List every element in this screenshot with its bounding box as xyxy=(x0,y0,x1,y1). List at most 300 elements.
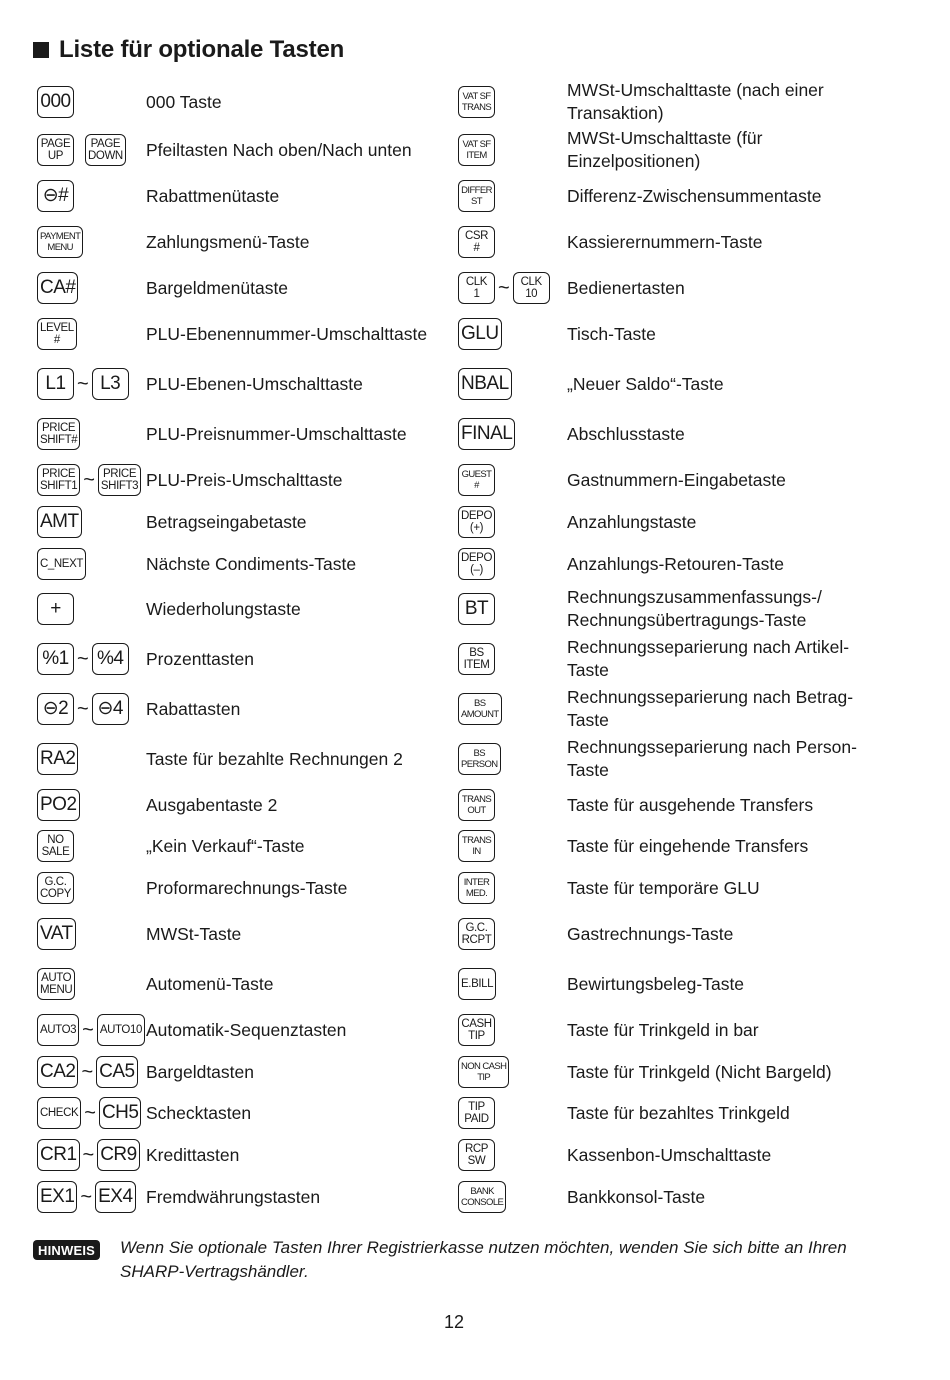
keycap-icon xyxy=(96,1056,137,1088)
key-description-line: Kassenbon-Umschalttaste xyxy=(567,1144,772,1165)
key-group xyxy=(37,86,146,118)
keycap-label: MENU xyxy=(47,242,73,253)
key-row xyxy=(458,689,908,729)
key-group xyxy=(37,643,146,675)
keycap-icon xyxy=(458,226,495,258)
keycap-icon xyxy=(458,418,515,450)
key-description: Betragseingabetaste xyxy=(146,511,307,532)
range-tilde: ~ xyxy=(84,1102,96,1124)
keycap-label: PO2 xyxy=(40,794,77,815)
key-description xyxy=(567,736,857,782)
keycap-label: PRICE xyxy=(42,422,76,434)
key-row xyxy=(458,268,908,308)
key-description: PLU-Preis-Umschalttaste xyxy=(146,469,343,490)
keycap-label: EX1 xyxy=(40,1186,75,1207)
key-row xyxy=(37,176,467,216)
key-row xyxy=(458,176,908,216)
keycap-icon xyxy=(37,643,74,675)
key-description-line: Gastrechnungs-Taste xyxy=(567,923,734,944)
key-row xyxy=(37,460,467,500)
keycap-label: C_NEXT xyxy=(40,558,83,570)
key-group xyxy=(37,872,146,904)
key-description xyxy=(567,185,822,208)
keycap-icon xyxy=(37,418,80,450)
key-row xyxy=(37,414,467,454)
keycap-label: RCPT xyxy=(461,934,492,946)
key-row xyxy=(37,1177,467,1217)
key-description: Schecktasten xyxy=(146,1102,252,1123)
key-description xyxy=(567,1061,832,1084)
key-description: Rabattasten xyxy=(146,698,241,719)
keycap-icon xyxy=(37,464,80,496)
key-row xyxy=(458,544,908,584)
key-row xyxy=(458,639,908,679)
key-group xyxy=(458,593,567,625)
keycap-icon xyxy=(458,86,495,118)
key-group xyxy=(458,1139,567,1171)
key-group xyxy=(458,226,567,258)
key-description: Automenü-Taste xyxy=(146,973,274,994)
keycap-label: PRICE xyxy=(102,468,137,480)
keycap-label: PAGE xyxy=(90,138,121,150)
key-row xyxy=(458,502,908,542)
keycap-icon xyxy=(458,134,495,166)
key-group xyxy=(37,918,146,950)
key-row xyxy=(458,868,908,908)
key-description-line: Abschlusstaste xyxy=(567,423,685,444)
key-group xyxy=(458,418,567,450)
key-description: Prozenttasten xyxy=(146,648,254,669)
key-row xyxy=(37,502,467,542)
keycap-icon xyxy=(37,968,75,1000)
key-description xyxy=(567,877,760,900)
key-group xyxy=(458,272,567,304)
keycap-label: VAT SF xyxy=(462,91,491,102)
key-row xyxy=(458,1010,908,1050)
key-group xyxy=(458,368,567,400)
keycap-icon xyxy=(37,872,74,904)
key-row xyxy=(458,314,908,354)
page-title: Liste für optionale Tasten xyxy=(59,36,345,63)
key-group xyxy=(37,789,146,821)
keycap-label: CLK xyxy=(465,276,488,288)
keycap-label: COPY xyxy=(40,888,71,900)
range-tilde: ~ xyxy=(81,1061,94,1083)
key-description: Bargeldmenütaste xyxy=(146,277,289,298)
keycap-label: L1 xyxy=(45,373,66,394)
key-row xyxy=(458,1135,908,1175)
range-tilde: ~ xyxy=(77,698,89,720)
key-row xyxy=(37,589,467,629)
keycap-icon xyxy=(458,180,495,212)
keycap-label: MED. xyxy=(465,888,488,899)
keycap-label: SHIFT# xyxy=(40,434,78,446)
keycap-label: AMOUNT xyxy=(461,709,499,720)
key-group xyxy=(37,134,146,166)
key-group xyxy=(37,1097,146,1129)
key-description: Nächste Condiments-Taste xyxy=(146,553,357,574)
key-row xyxy=(37,868,467,908)
key-group xyxy=(458,643,567,675)
keycap-label: 1 xyxy=(473,288,480,300)
keycap-icon xyxy=(458,1014,495,1046)
key-description-line: Einzelpositionen) xyxy=(567,151,701,171)
keycap-label: CASH xyxy=(461,1018,492,1030)
key-description xyxy=(567,1102,790,1125)
keycap-label: PAYMENT xyxy=(40,231,81,242)
key-description-line: Taste für bezahltes Trinkgeld xyxy=(567,1102,790,1123)
key-description: 000 Taste xyxy=(146,91,222,112)
key-row xyxy=(458,914,908,954)
key-group xyxy=(458,548,567,580)
keycap-icon xyxy=(97,1139,140,1171)
key-description: Wiederholungstaste xyxy=(146,598,301,619)
keycap-label: BS xyxy=(473,748,485,759)
keycap-icon xyxy=(37,789,80,821)
keycap-icon xyxy=(458,968,496,1000)
key-description xyxy=(567,127,762,173)
keycap-icon xyxy=(98,464,141,496)
key-group xyxy=(37,1014,146,1046)
key-description-line: Kassierernummern-Taste xyxy=(567,231,763,252)
keycap-label: NBAL xyxy=(461,373,509,394)
key-row xyxy=(37,1135,467,1175)
keycap-label: DIFFER xyxy=(461,185,492,196)
keycap-label: TRANS xyxy=(461,794,492,805)
key-row xyxy=(37,964,467,1004)
key-group xyxy=(37,226,146,258)
keycap-icon xyxy=(97,1014,145,1046)
keycap-icon xyxy=(458,918,495,950)
keycap-label: ⊖4 xyxy=(97,698,123,719)
keycap-icon xyxy=(37,1014,79,1046)
keycap-icon xyxy=(458,318,502,350)
keycap-label: TRANS xyxy=(461,835,492,846)
keycap-icon xyxy=(37,743,78,775)
keycap-icon xyxy=(37,506,82,538)
key-group xyxy=(458,743,567,775)
keycap-label: ⊖2 xyxy=(42,698,69,719)
key-description-line: Taste xyxy=(567,710,609,730)
key-group xyxy=(458,693,567,725)
key-group xyxy=(37,1056,146,1088)
key-row xyxy=(458,82,908,122)
keycap-label: PAGE xyxy=(40,138,71,150)
key-group xyxy=(37,693,146,725)
note-text: Wenn Sie optionale Tasten Ihrer Registrierkasse nutzen möchten, wenden Sie sich bitte an Ihren SHARP-Vertragshändler. xyxy=(120,1238,847,1281)
key-row xyxy=(37,914,467,954)
keycap-label: ITEM xyxy=(466,150,487,161)
key-group xyxy=(37,830,146,862)
key-row xyxy=(458,826,908,866)
keycap-icon xyxy=(37,318,77,350)
keycap-icon xyxy=(37,180,74,212)
key-description xyxy=(567,511,696,534)
keycap-label: SW xyxy=(467,1155,486,1167)
key-description xyxy=(567,1019,759,1042)
key-description xyxy=(567,794,813,817)
keycap-label: INTER xyxy=(463,877,490,888)
key-group xyxy=(458,180,567,212)
key-description-line: Bedienertasten xyxy=(567,277,685,298)
keycap-label: L3 xyxy=(100,373,121,394)
key-description xyxy=(567,686,853,732)
keycap-icon xyxy=(458,368,512,400)
key-description: Bargeldtasten xyxy=(146,1061,254,1082)
keycap-label: UP xyxy=(47,150,64,162)
key-description xyxy=(567,79,824,125)
key-group xyxy=(37,968,146,1000)
key-group xyxy=(458,1181,567,1213)
key-description-line: Rechnungsseparierung nach Artikel- xyxy=(567,637,850,657)
keycap-icon xyxy=(458,1139,495,1171)
key-row xyxy=(458,785,908,825)
keycap-label: AUTO10 xyxy=(99,1024,142,1036)
key-group xyxy=(37,506,146,538)
keycap-icon xyxy=(37,1056,78,1088)
key-group xyxy=(458,872,567,904)
key-group xyxy=(458,1097,567,1129)
key-description-line: Taste für Trinkgeld in bar xyxy=(567,1019,759,1040)
keycap-label: # xyxy=(53,334,60,346)
range-tilde: ~ xyxy=(498,277,510,299)
key-description: Proformarechnungs-Taste xyxy=(146,877,348,898)
key-group xyxy=(37,180,146,212)
keycap-label: IN xyxy=(472,846,481,857)
key-group xyxy=(458,789,567,821)
keycap-label: CHECK xyxy=(40,1107,79,1119)
keycap-icon xyxy=(37,1139,80,1171)
keycap-label: CA2 xyxy=(40,1061,76,1082)
key-description: Kredittasten xyxy=(146,1144,240,1165)
key-description xyxy=(567,277,685,300)
keycap-label: DEPO xyxy=(461,552,492,564)
keycap-label: MENU xyxy=(40,984,73,996)
keycap-icon xyxy=(92,368,129,400)
key-description-line: MWSt-Umschalttaste (für xyxy=(567,128,763,148)
key-description-line: Transaktion) xyxy=(567,103,664,123)
range-tilde: ~ xyxy=(82,1019,94,1041)
key-description-line: Bankkonsol-Taste xyxy=(567,1186,706,1207)
key-group xyxy=(37,418,146,450)
keycap-label: G.C. xyxy=(44,876,67,888)
key-description-line: MWSt-Umschalttaste (nach einer xyxy=(567,80,824,100)
key-row xyxy=(37,268,467,308)
key-description: PLU-Ebenen-Umschalttaste xyxy=(146,373,363,394)
keycap-icon xyxy=(458,593,495,625)
key-row xyxy=(458,460,908,500)
keycap-icon xyxy=(458,830,495,862)
key-group xyxy=(37,272,146,304)
keycap-label: DEPO xyxy=(461,510,492,522)
range-tilde: ~ xyxy=(83,469,95,491)
keycap-label: ITEM xyxy=(463,659,490,671)
keycap-icon xyxy=(37,1181,77,1213)
keycap-icon xyxy=(458,464,495,496)
keycap-label: CR9 xyxy=(100,1144,137,1165)
keycap-label: PAID xyxy=(464,1113,489,1125)
key-group xyxy=(458,1056,567,1088)
key-row xyxy=(37,739,467,779)
keycap-icon xyxy=(99,1097,142,1129)
key-row xyxy=(458,1177,908,1217)
key-group xyxy=(458,968,567,1000)
range-tilde: ~ xyxy=(82,1144,95,1166)
keycap-label: + xyxy=(50,598,61,619)
keycap-icon xyxy=(37,1097,81,1129)
key-description xyxy=(567,586,822,632)
keycap-label: BS xyxy=(474,698,486,709)
key-row xyxy=(458,414,908,454)
key-row xyxy=(458,1093,908,1133)
key-description: Fremdwährungstasten xyxy=(146,1186,321,1207)
keycap-label: AUTO3 xyxy=(40,1024,77,1036)
keycap-label: EX4 xyxy=(98,1186,133,1207)
keycap-label: RCP xyxy=(464,1143,489,1155)
key-description xyxy=(567,1186,705,1209)
keycap-label: E.BILL xyxy=(461,978,494,990)
key-description: Rabattmenütaste xyxy=(146,185,280,206)
keycap-icon xyxy=(37,693,74,725)
keycap-icon xyxy=(458,1097,495,1129)
key-group xyxy=(37,593,146,625)
keycap-label: VAT SF xyxy=(462,139,491,150)
key-row xyxy=(37,222,467,262)
note-badge: HINWEIS xyxy=(33,1240,100,1260)
keycap-label: %4 xyxy=(96,648,124,669)
keycap-label: CLK xyxy=(520,276,542,288)
range-tilde: ~ xyxy=(77,373,89,395)
key-description xyxy=(567,469,786,492)
key-description-line: Rechnungsseparierung nach Person- xyxy=(567,737,857,757)
key-row xyxy=(37,689,467,729)
key-description-line: Tisch-Taste xyxy=(567,323,656,344)
key-description: Taste für bezahlte Rechnungen 2 xyxy=(146,748,403,769)
key-group xyxy=(37,318,146,350)
key-description xyxy=(567,553,784,576)
keycap-icon xyxy=(37,593,74,625)
keycap-icon xyxy=(458,1056,509,1088)
keycap-label: # xyxy=(473,242,480,254)
keycap-icon xyxy=(37,272,78,304)
key-description-line: Taste für eingehende Transfers xyxy=(567,835,809,856)
section-title xyxy=(33,34,344,66)
keycap-label: TIP xyxy=(468,1101,485,1113)
keycap-label: AMT xyxy=(40,511,79,532)
keycap-label: ST xyxy=(471,196,482,207)
key-description: PLU-Preisnummer-Umschalttaste xyxy=(146,423,407,444)
key-description-line: Gastnummern-Eingabetaste xyxy=(567,469,786,490)
key-description-line: Taste xyxy=(567,760,609,780)
keycap-label: RA2 xyxy=(40,748,76,769)
keycap-label: 000 xyxy=(40,91,71,112)
key-description-line: „Neuer Saldo“-Taste xyxy=(567,373,724,394)
keycap-label: PERSON xyxy=(461,759,498,770)
keycap-icon xyxy=(458,548,495,580)
key-group xyxy=(458,830,567,862)
keycap-icon xyxy=(37,86,74,118)
key-row xyxy=(458,364,908,404)
keycap-label: BANK xyxy=(470,1186,494,1197)
key-row xyxy=(37,1010,467,1050)
keycap-label: TIP xyxy=(477,1072,491,1083)
keycap-label: LEVEL xyxy=(40,322,74,334)
key-group xyxy=(37,368,146,400)
keycap-label: # xyxy=(474,480,479,491)
key-description: Automatik-Sequenztasten xyxy=(146,1019,347,1040)
range-tilde: ~ xyxy=(77,648,89,670)
keycap-icon xyxy=(37,368,74,400)
key-description: Pfeiltasten Nach oben/Nach unten xyxy=(146,139,412,160)
key-description-line: Taste xyxy=(567,660,609,680)
keycap-label: PRICE xyxy=(42,468,76,480)
key-description: „Kein Verkauf“-Taste xyxy=(146,835,305,856)
key-group xyxy=(37,1139,146,1171)
keycap-label: TIP xyxy=(468,1030,485,1042)
key-description: PLU-Ebenennummer-Umschalttaste xyxy=(146,323,428,344)
key-row xyxy=(37,639,467,679)
key-row xyxy=(37,314,467,354)
key-group xyxy=(458,1014,567,1046)
key-row xyxy=(458,1052,908,1092)
keycap-label: OUT xyxy=(467,805,486,816)
keycap-icon xyxy=(458,693,502,725)
keycap-label: CONSOLE xyxy=(461,1197,504,1208)
keycap-label: GUEST xyxy=(461,469,492,480)
key-description-line: Anzahlungs-Retouren-Taste xyxy=(567,553,784,574)
keycap-icon xyxy=(85,134,126,166)
keycap-label: CA# xyxy=(40,277,76,298)
key-row xyxy=(458,964,908,1004)
key-description xyxy=(567,636,849,682)
key-group xyxy=(458,918,567,950)
key-row xyxy=(37,1052,467,1092)
key-row xyxy=(458,739,908,779)
keycap-label: CH5 xyxy=(101,1102,139,1123)
keycap-label: FINAL xyxy=(461,423,513,444)
keycap-icon xyxy=(458,789,495,821)
keycap-label: CSR xyxy=(464,230,489,242)
key-description xyxy=(567,973,744,996)
key-row xyxy=(458,130,908,170)
keycap-label: ⊖# xyxy=(42,185,69,206)
note-box xyxy=(33,1236,893,1284)
key-description: Ausgabentaste 2 xyxy=(146,794,278,815)
key-description xyxy=(567,423,685,446)
keycap-icon xyxy=(95,1181,135,1213)
keycap-label: NON CASH xyxy=(461,1061,507,1072)
key-group xyxy=(458,86,567,118)
keycap-label: G.C. xyxy=(465,922,488,934)
key-description xyxy=(567,923,733,946)
key-group xyxy=(37,548,146,580)
key-group xyxy=(458,506,567,538)
keycap-label: (–) xyxy=(470,564,483,576)
key-row xyxy=(37,544,467,584)
keycap-label: CR1 xyxy=(40,1144,77,1165)
square-bullet-icon xyxy=(33,42,49,58)
keycap-label: SHIFT1 xyxy=(40,480,78,492)
key-description-line: Anzahlungstaste xyxy=(567,511,697,532)
keycap-icon xyxy=(92,643,129,675)
keycap-label: SHIFT3 xyxy=(100,480,139,492)
keycap-icon xyxy=(458,643,495,675)
keycap-icon xyxy=(458,1181,506,1213)
keycap-icon xyxy=(458,506,495,538)
key-group xyxy=(458,134,567,166)
key-description xyxy=(567,323,656,346)
key-row xyxy=(37,82,467,122)
